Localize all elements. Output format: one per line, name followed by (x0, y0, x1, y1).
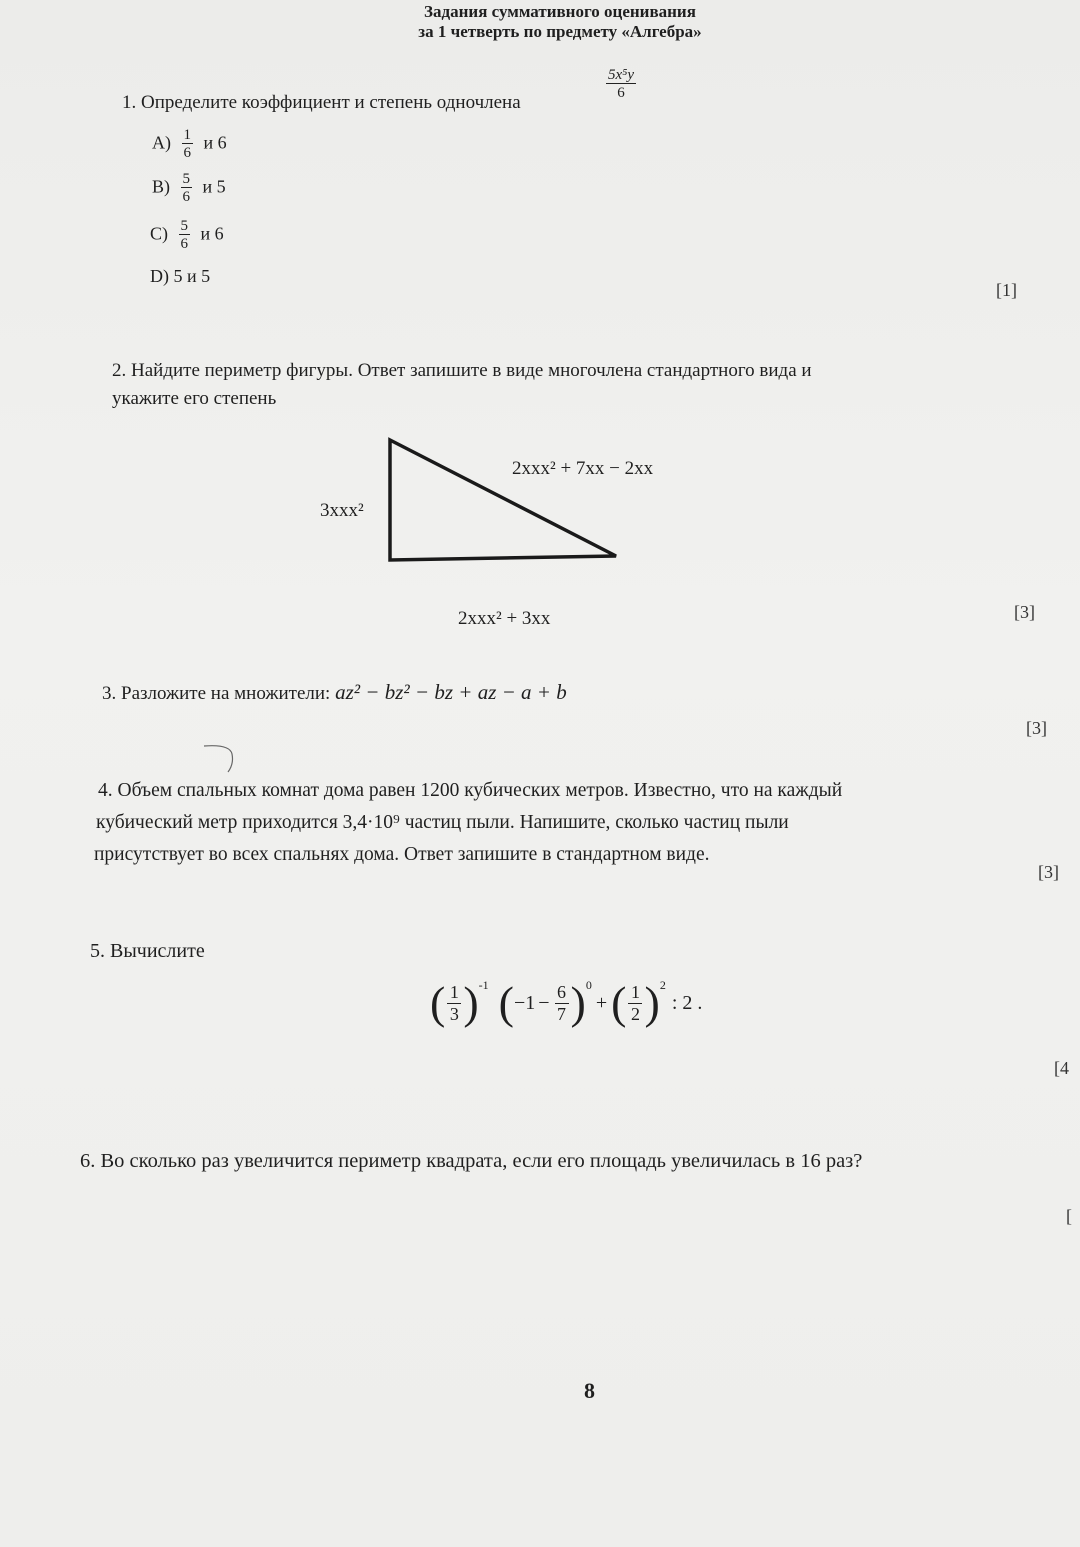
q2-mark: [3] (1014, 602, 1035, 622)
q1-mark: [1] (996, 280, 1017, 300)
q6-text: 6. Во сколько раз увеличится периметр квадрата, если его площадь увеличилась в 16 раз? (80, 1150, 863, 1172)
q1-option-d-text: 5 и 5 (173, 266, 211, 286)
q1-text: 1. Определите коэффициент и степень одночлена (122, 92, 521, 113)
q5-text: 5. Вычислите (90, 940, 205, 962)
q5-term2-den: 7 (557, 1003, 567, 1024)
q1-option-a-rest: и 6 (203, 132, 227, 153)
q3-prefix: 3. Разложите на множители: (102, 683, 331, 704)
q2-side-left: 3xxx² (320, 500, 364, 521)
q5-term2-exponent: 0 (585, 977, 592, 992)
q4-mark: [3] (1038, 862, 1059, 882)
q1-monomial-numerator: 5x⁵y (608, 67, 635, 83)
q3-mark: [3] (1026, 718, 1047, 738)
q1-option-b-num: 5 (182, 171, 190, 187)
q1-option-c-den: 6 (180, 236, 188, 252)
q5-expression: ( 1 3 ) -1 ( −1 − 6 7 ) 0 + ( 1 2 ) 2 : 2 . (430, 977, 703, 1028)
q5-term3-fraction (628, 983, 642, 1024)
q5-term3-num: 1 (630, 981, 640, 1002)
q5-term1-fraction (447, 983, 461, 1024)
q4-line-1: 4. Объем спальных комнат дома равен 1200 кубических метров. Известно, что на каждый (98, 780, 843, 801)
q1-option-d (150, 266, 210, 287)
q4-line-3: присутствует во всех спальнях дома. Ответ запишите в стандартном виде. (94, 844, 710, 865)
q2-line-2: укажите его степень (112, 388, 277, 409)
q5-paren-open-3: ( (611, 977, 627, 1028)
q1-monomial (600, 68, 642, 101)
q3-line (102, 680, 567, 705)
q5-paren-open-1: ( (430, 977, 446, 1028)
q1-option-a-num: 1 (183, 127, 191, 143)
q1-option-a-den: 6 (183, 145, 191, 161)
q5-term2-num: 6 (557, 981, 567, 1002)
q5-term1-exponent: -1 (478, 977, 489, 992)
header-line-2: за 1 четверть по предмету «Алгебра» (418, 22, 702, 41)
q5-term2-fraction (555, 983, 569, 1024)
q5-paren-open-2: ( (498, 977, 514, 1028)
q1-option-c-rest: и 6 (200, 223, 224, 244)
pen-stroke-mark (200, 740, 240, 776)
header-line-1: Задания суммативного оценивания (424, 2, 696, 21)
q1-option-b (152, 172, 226, 205)
q3-expression: az² − bz² − bz + az − a + b (335, 680, 567, 704)
q1-option-a-label: A) (152, 132, 171, 153)
q2-side-hypotenuse: 2xxx² + 7xx − 2xx (512, 458, 654, 479)
q1-option-b-den: 6 (182, 189, 190, 205)
q2-line-1: 2. Найдите периметр фигуры. Ответ запишите в виде многочлена стандартного вида и (112, 360, 812, 381)
q6-mark: [ (1066, 1206, 1072, 1226)
triangle-figure (380, 432, 630, 572)
q5-term2-minus-one: −1 (513, 991, 536, 1014)
q1-option-b-label: B) (152, 176, 170, 197)
page-number: 8 (584, 1378, 595, 1403)
q1-option-a (152, 128, 227, 161)
q4-line-2: кубический метр приходится 3,4·10⁹ частиц пыли. Напишите, сколько частиц пыли (96, 812, 789, 833)
q1-monomial-denominator: 6 (617, 85, 625, 101)
q5-tail: : 2 . (671, 991, 703, 1014)
q5-term3-den: 2 (630, 1003, 640, 1024)
q5-term1-den: 3 (449, 1003, 459, 1024)
q2-side-bottom: 2xxx² + 3xx (458, 608, 551, 629)
q1-option-c-num: 5 (180, 218, 188, 234)
q5-paren-close-3: ) (644, 977, 660, 1028)
q1-option-c-label: C) (150, 223, 168, 244)
q5-mark: [4 (1054, 1058, 1069, 1078)
q5-paren-close-1: ) (463, 977, 479, 1028)
q5-paren-close-2: ) (570, 977, 586, 1028)
q5-term3-exponent: 2 (659, 977, 666, 992)
q1-option-d-label: D) (150, 266, 169, 286)
q1-option-b-rest: и 5 (202, 176, 226, 197)
q1-option-c (150, 219, 224, 252)
q5-term1-num: 1 (449, 981, 459, 1002)
